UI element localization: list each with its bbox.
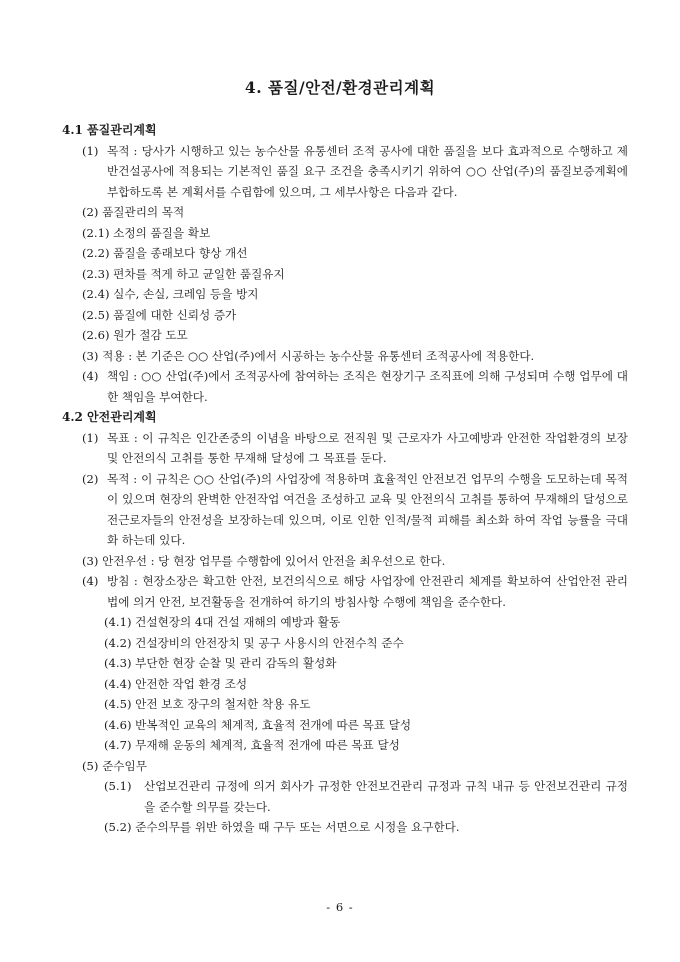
safety-goal-item xyxy=(62,428,628,469)
document-body xyxy=(62,120,628,838)
section-heading-safety: 4.2 안전관리계획 xyxy=(62,410,157,424)
safety-purpose-item xyxy=(62,469,628,551)
safety-policy-subitem: (4.1) 건설현장의 4대 건설 재해의 예방과 활동 xyxy=(104,615,341,629)
document-title: 4. 품질/안전/환경관리계획 xyxy=(244,78,436,97)
item-text: 목적 : 이 규칙은 ○○ 산업(주)의 사업장에 적용하며 효율적인 안전보건 업무의 수행을 도모하는데 목적이 있으며 현장의 완벽한 안전작업 여건을 조성하고 교육 및 안전의식 고취를 통하여 무재해의 달성으로 전근로자들의 안전성을 보장하는데 있으며, 이로 인한 인적/물적 피해를 최소화 하여 작업 능률을 극대화 하는데 있다. xyxy=(107,471,628,547)
quality-subitem: (2.4) 실수, 손실, 크레임 등을 방지 xyxy=(82,287,259,301)
item-label: (5.1) xyxy=(104,779,132,793)
quality-subitem: (2.1) 소정의 품질을 확보 xyxy=(82,225,211,240)
quality-subitem: (2.2) 품질을 종래보다 향상 개선 xyxy=(82,246,248,260)
safety-policy-subitem: (4.5) 안전 보호 장구의 철저한 착용 유도 xyxy=(104,697,311,711)
safety-duties-subitem xyxy=(62,776,628,817)
quality-objective-item: (2) 품질관리의 목적 xyxy=(82,205,185,219)
quality-subitem: (2.5) 품질에 대한 신뢰성 증가 xyxy=(82,307,237,322)
section-heading-quality: 4.1 품질관리계획 xyxy=(62,123,157,137)
item-text: 방침 : 현장소장은 확고한 안전, 보건의식으로 해당 사업장에 안전관리 체계를 확보하여 산업안전 관리법에 의거 안전, 보건활동을 전개하여 하기의 방침사항 수행에 책임을 준수한다. xyxy=(107,574,628,609)
quality-scope-item: (3) 적용 : 본 기준은 ○○ 산업(주)에서 시공하는 농수산물 유통센터 조적공사에 적용한다. xyxy=(82,348,535,363)
item-text: 목표 : 이 규칙은 인간존중의 이념을 바탕으로 전직원 및 근로자가 사고예방과 안전한 작업환경의 보장 및 안전의식 고취를 통한 무재해 달성에 그 목표를 둔다. xyxy=(107,430,628,465)
quality-responsibility-item xyxy=(62,366,628,407)
item-label: (1) xyxy=(82,430,99,445)
safety-policy-item xyxy=(62,571,628,612)
item-text: 산업보건관리 규정에 의거 회사가 규정한 안전보건관리 규정과 규칙 내규 등 안전보건관리 규정을 준수할 의무를 갖는다. xyxy=(144,779,628,814)
safety-policy-subitem: (4.6) 반복적인 교육의 체계적, 효율적 전개에 따른 목표 달성 xyxy=(104,717,412,732)
safety-policy-subitem: (4.2) 건설장비의 안전장치 및 공구 사용시의 안전수칙 준수 xyxy=(104,635,404,650)
quality-purpose-item xyxy=(62,141,628,203)
item-label: (4) xyxy=(82,369,99,383)
safety-policy-subitem: (4.3) 부단한 현장 순찰 및 관리 감독의 활성화 xyxy=(104,656,337,670)
item-label: (2) xyxy=(82,471,99,486)
quality-subitem: (2.6) 원가 절감 도모 xyxy=(82,328,188,342)
item-label: (1) xyxy=(82,143,99,158)
safety-policy-subitem: (4.4) 안전한 작업 환경 조성 xyxy=(104,676,248,691)
safety-policy-subitem: (4.7) 무재해 운동의 체계적, 효율적 전개에 따른 목표 달성 xyxy=(104,738,400,752)
item-text: 책임 : ○○ 산업(주)에서 조적공사에 참여하는 조직은 현장기구 조직표에 의해 구성되며 수행 업무에 대한 책임을 부여한다. xyxy=(107,369,628,404)
quality-subitem: (2.3) 편차를 적게 하고 균일한 품질유지 xyxy=(82,266,285,281)
safety-duties-item: (5) 준수임무 xyxy=(82,758,147,773)
item-label: (4) xyxy=(82,574,99,588)
page-number: - 6 - xyxy=(326,900,354,914)
safety-priority-item: (3) 안전우선 : 당 현장 업무를 수행함에 있어서 안전을 최우선으로 한다. xyxy=(82,553,446,568)
safety-duties-subitem: (5.2) 준수의무를 위반 하였을 때 구두 또는 서면으로 시정을 요구한다. xyxy=(104,820,460,834)
item-text: 목적 : 당사가 시행하고 있는 농수산물 유통센터 조적 공사에 대한 품질을 보다 효과적으로 수행하고 제반건설공사에 적용되는 기본적인 품질 요구 조건을 충족시키기 위하여 ○○ 산업(주)의 품질보증계획에 부합하도록 본 계획서를 수립함에 있으며, 그 세부사항은 다음과 같다. xyxy=(107,143,628,199)
